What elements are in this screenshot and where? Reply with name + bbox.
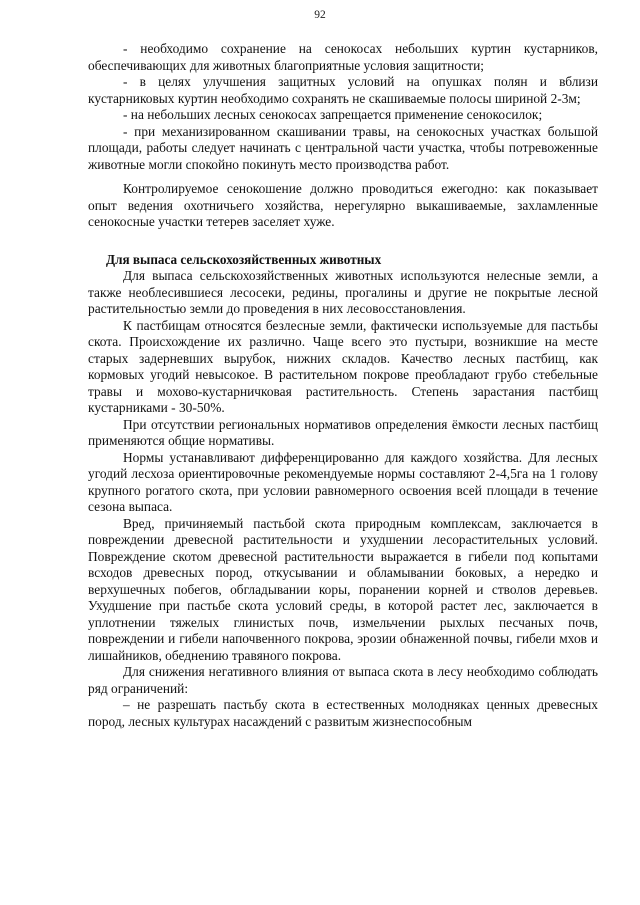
paragraph-grazing-lands: Для выпаса сельскохозяйственных животных используются нелесные земли, а также необлесившиеся лесосеки, редины, прогалины и другие не покрытые лесной растительностью земли до проведения в них лесовосстановления.: [88, 268, 598, 316]
paragraph-bullet-4: - при механизированном скашивании травы, на сенокосных участках большой площади, работы следует начинать с центральной части участка, чтобы потревоженные животные могли спокойно покинуть место производства работ.: [88, 123, 598, 172]
paragraph-norms-absent: При отсутствии региональных нормативов определения ёмкости лесных пастбищ применяются общие нормативы.: [88, 416, 598, 448]
paragraph-bullet-1: - необходимо сохранение на сенокосах небольших куртин кустарников, обеспечивающих для животных благоприятные условия защитности;: [88, 41, 598, 73]
paragraph-restriction-1: – не разрешать пастьбу скота в естественных молодняках ценных древесных пород, лесных культурах насаждений с развитым жизнеспособным: [88, 697, 598, 729]
section-heading: Для выпаса сельскохозяйственных животных: [106, 251, 382, 267]
paragraph-restrictions: Для снижения негативного влияния от выпаса скота в лесу необходимо соблюдать ряд ограничений:: [88, 664, 598, 696]
paragraph-bullet-3: - на небольших лесных сенокосах запрещается применение сенокосилок;: [123, 107, 543, 122]
paragraph-haymaking-control: Контролируемое сенокошение должно проводиться ежегодно: как показывает опыт ведения охотничьего хозяйства, нерегулярно выкашиваемые, захламленные сенокосные участки тетерев заселяет хуже.: [88, 181, 598, 229]
paragraph-harm: Вред, причиняемый пастьбой скота природным комплексам, заключается в повреждении древесной растительности и ухудшении лесорастительных условий. Повреждение скотом древесной растительности выражается в гибели под копытами всходов древесных пород, откусывании и обламывании боковых, а нередко и верхушечных побегов, обгладывании коры, поранении корней и стволов деревьев. Ухудшение при пастьбе скота условий среды, в которой растет лес, заключается в уплотнении тяжелых глинистых почв, измельчении рыхлых песчаных почв, повреждении и гибели напочвенного покрова, эрозии обнаженной почвы, гибели мхов и лишайников, обеднению травяного покрова.: [88, 515, 598, 663]
page-body: [88, 41, 598, 730]
paragraph-bullet-2: - в целях улучшения защитных условий на опушках полян и вблизи кустарниковых куртин необходимо сохранять не скашиваемые полосы шириной 2-3м;: [88, 74, 598, 106]
page-number: 92: [314, 9, 326, 21]
paragraph-pastures: К пастбищам относятся безлесные земли, фактически используемые для пастьбы скота. Происхождение их различно. Чаще всего это пустыри, возникшие на месте старых задерневших вырубок, нижних складов. Качество лесных пастбищ, как кормовых угодий невысокое. В растительном покрове преобладают грубо стебельные травы и мохово-кустарничковая растительность. Степень зарастания пастбищ кустарниками - 30-50%.: [88, 317, 598, 415]
paragraph-norms: Нормы устанавливают дифференцированно для каждого хозяйства. Для лесных угодий лесхоза ориентировочные рекомендуемые нормы составляют 2-4,5га на 1 голову крупного рогатого скота, при условии равномерного освоения всей площади в течение сезона выпаса.: [88, 449, 598, 514]
